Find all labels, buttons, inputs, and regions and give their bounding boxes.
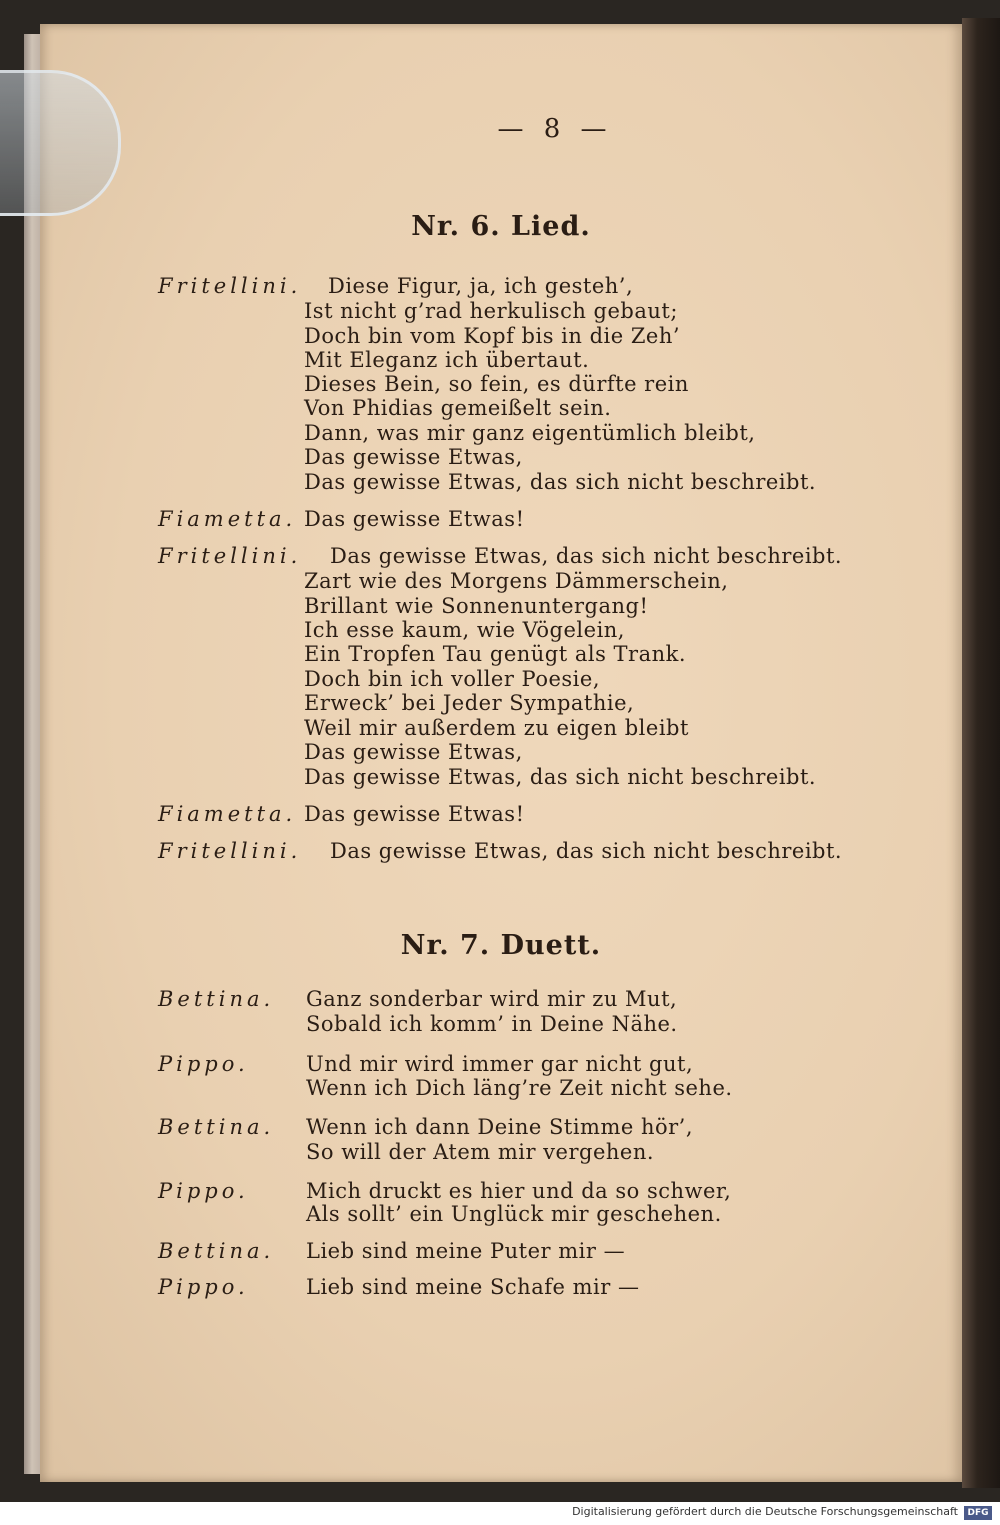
verse-line: Das gewisse Etwas, bbox=[304, 740, 523, 764]
speaker-label: Pippo. bbox=[158, 1179, 249, 1203]
speaker-label: Fritellini. bbox=[158, 544, 302, 568]
speaker-label: Fiametta. bbox=[158, 507, 297, 531]
verse-line: Das gewisse Etwas! bbox=[304, 802, 525, 826]
verse-line: Doch bin vom Kopf bis in die Zeh’ bbox=[304, 324, 681, 348]
speaker-label: Bettina. bbox=[158, 987, 275, 1011]
dfg-logo: DFG bbox=[964, 1506, 992, 1520]
book-page bbox=[40, 24, 962, 1482]
verse-line: Dieses Bein, so fein, es dürfte rein bbox=[304, 372, 689, 396]
verse-line: Mich druckt es hier und da so schwer, bbox=[306, 1179, 732, 1203]
verse-line: Ein Tropfen Tau genügt als Trank. bbox=[304, 642, 687, 666]
book-spine bbox=[962, 18, 1000, 1488]
speaker-label: Bettina. bbox=[158, 1115, 275, 1139]
verse-line: Erweck’ bei Jeder Sympathie, bbox=[304, 691, 635, 715]
verse-line: Das gewisse Etwas, das sich nicht beschreibt. bbox=[304, 470, 817, 494]
verse-line: Das gewisse Etwas, das sich nicht beschreibt. bbox=[330, 839, 843, 863]
verse-line: Das gewisse Etwas, das sich nicht beschreibt. bbox=[304, 765, 817, 789]
verse-line: Als sollt’ ein Unglück mir geschehen. bbox=[306, 1202, 722, 1226]
verse-line: Lieb sind meine Puter mir — bbox=[306, 1239, 626, 1263]
verse-line: Doch bin ich voller Poesie, bbox=[304, 667, 601, 691]
speaker-label: Fiametta. bbox=[158, 802, 297, 826]
verse-line: Das gewisse Etwas! bbox=[304, 507, 525, 531]
verse-line: Und mir wird immer gar nicht gut, bbox=[306, 1052, 694, 1076]
verse-line: Diese Figur, ja, ich gesteh’, bbox=[328, 274, 634, 298]
section-heading-duett: Nr. 7. Duett. bbox=[400, 930, 602, 961]
verse-line: Wenn ich dann Deine Stimme hör’, bbox=[306, 1115, 694, 1139]
verse-line: Das gewisse Etwas, das sich nicht beschreibt. bbox=[330, 544, 843, 568]
verse-line: Das gewisse Etwas, bbox=[304, 445, 523, 469]
verse-line: Lieb sind meine Schafe mir — bbox=[306, 1275, 640, 1299]
speaker-label: Fritellini. bbox=[158, 274, 302, 298]
footer-bar bbox=[0, 1502, 1000, 1525]
speaker-label: Bettina. bbox=[158, 1239, 275, 1263]
verse-line: Zart wie des Morgens Dämmerschein, bbox=[304, 569, 729, 593]
verse-line: Von Phidias gemeißelt sein. bbox=[304, 396, 612, 420]
speaker-label: Pippo. bbox=[158, 1275, 249, 1299]
verse-line: So will der Atem mir vergehen. bbox=[306, 1140, 655, 1164]
verse-line: Weil mir außerdem zu eigen bleibt bbox=[304, 716, 689, 740]
speaker-label: Pippo. bbox=[158, 1052, 249, 1076]
verse-line: Ist nicht g’rad herkulisch gebaut; bbox=[304, 299, 678, 323]
speaker-label: Fritellini. bbox=[158, 839, 302, 863]
section-heading-lied: Nr. 6. Lied. bbox=[411, 211, 591, 242]
verse-line: Dann, was mir ganz eigentümlich bleibt, bbox=[304, 421, 756, 445]
verse-line: Wenn ich Dich läng’re Zeit nicht sehe. bbox=[306, 1076, 733, 1100]
verse-line: Brillant wie Sonnenuntergang! bbox=[304, 594, 649, 618]
verse-line: Sobald ich komm’ in Deine Nähe. bbox=[306, 1012, 678, 1036]
footer-credit: Digitalisierung gefördert durch die Deutsche Forschungsgemeinschaft bbox=[572, 1505, 958, 1518]
page-number: — 8 — bbox=[497, 114, 613, 144]
verse-line: Ich esse kaum, wie Vögelein, bbox=[304, 618, 625, 642]
verse-line: Mit Eleganz ich übertaut. bbox=[304, 348, 590, 372]
verse-line: Ganz sonderbar wird mir zu Mut, bbox=[306, 987, 678, 1011]
